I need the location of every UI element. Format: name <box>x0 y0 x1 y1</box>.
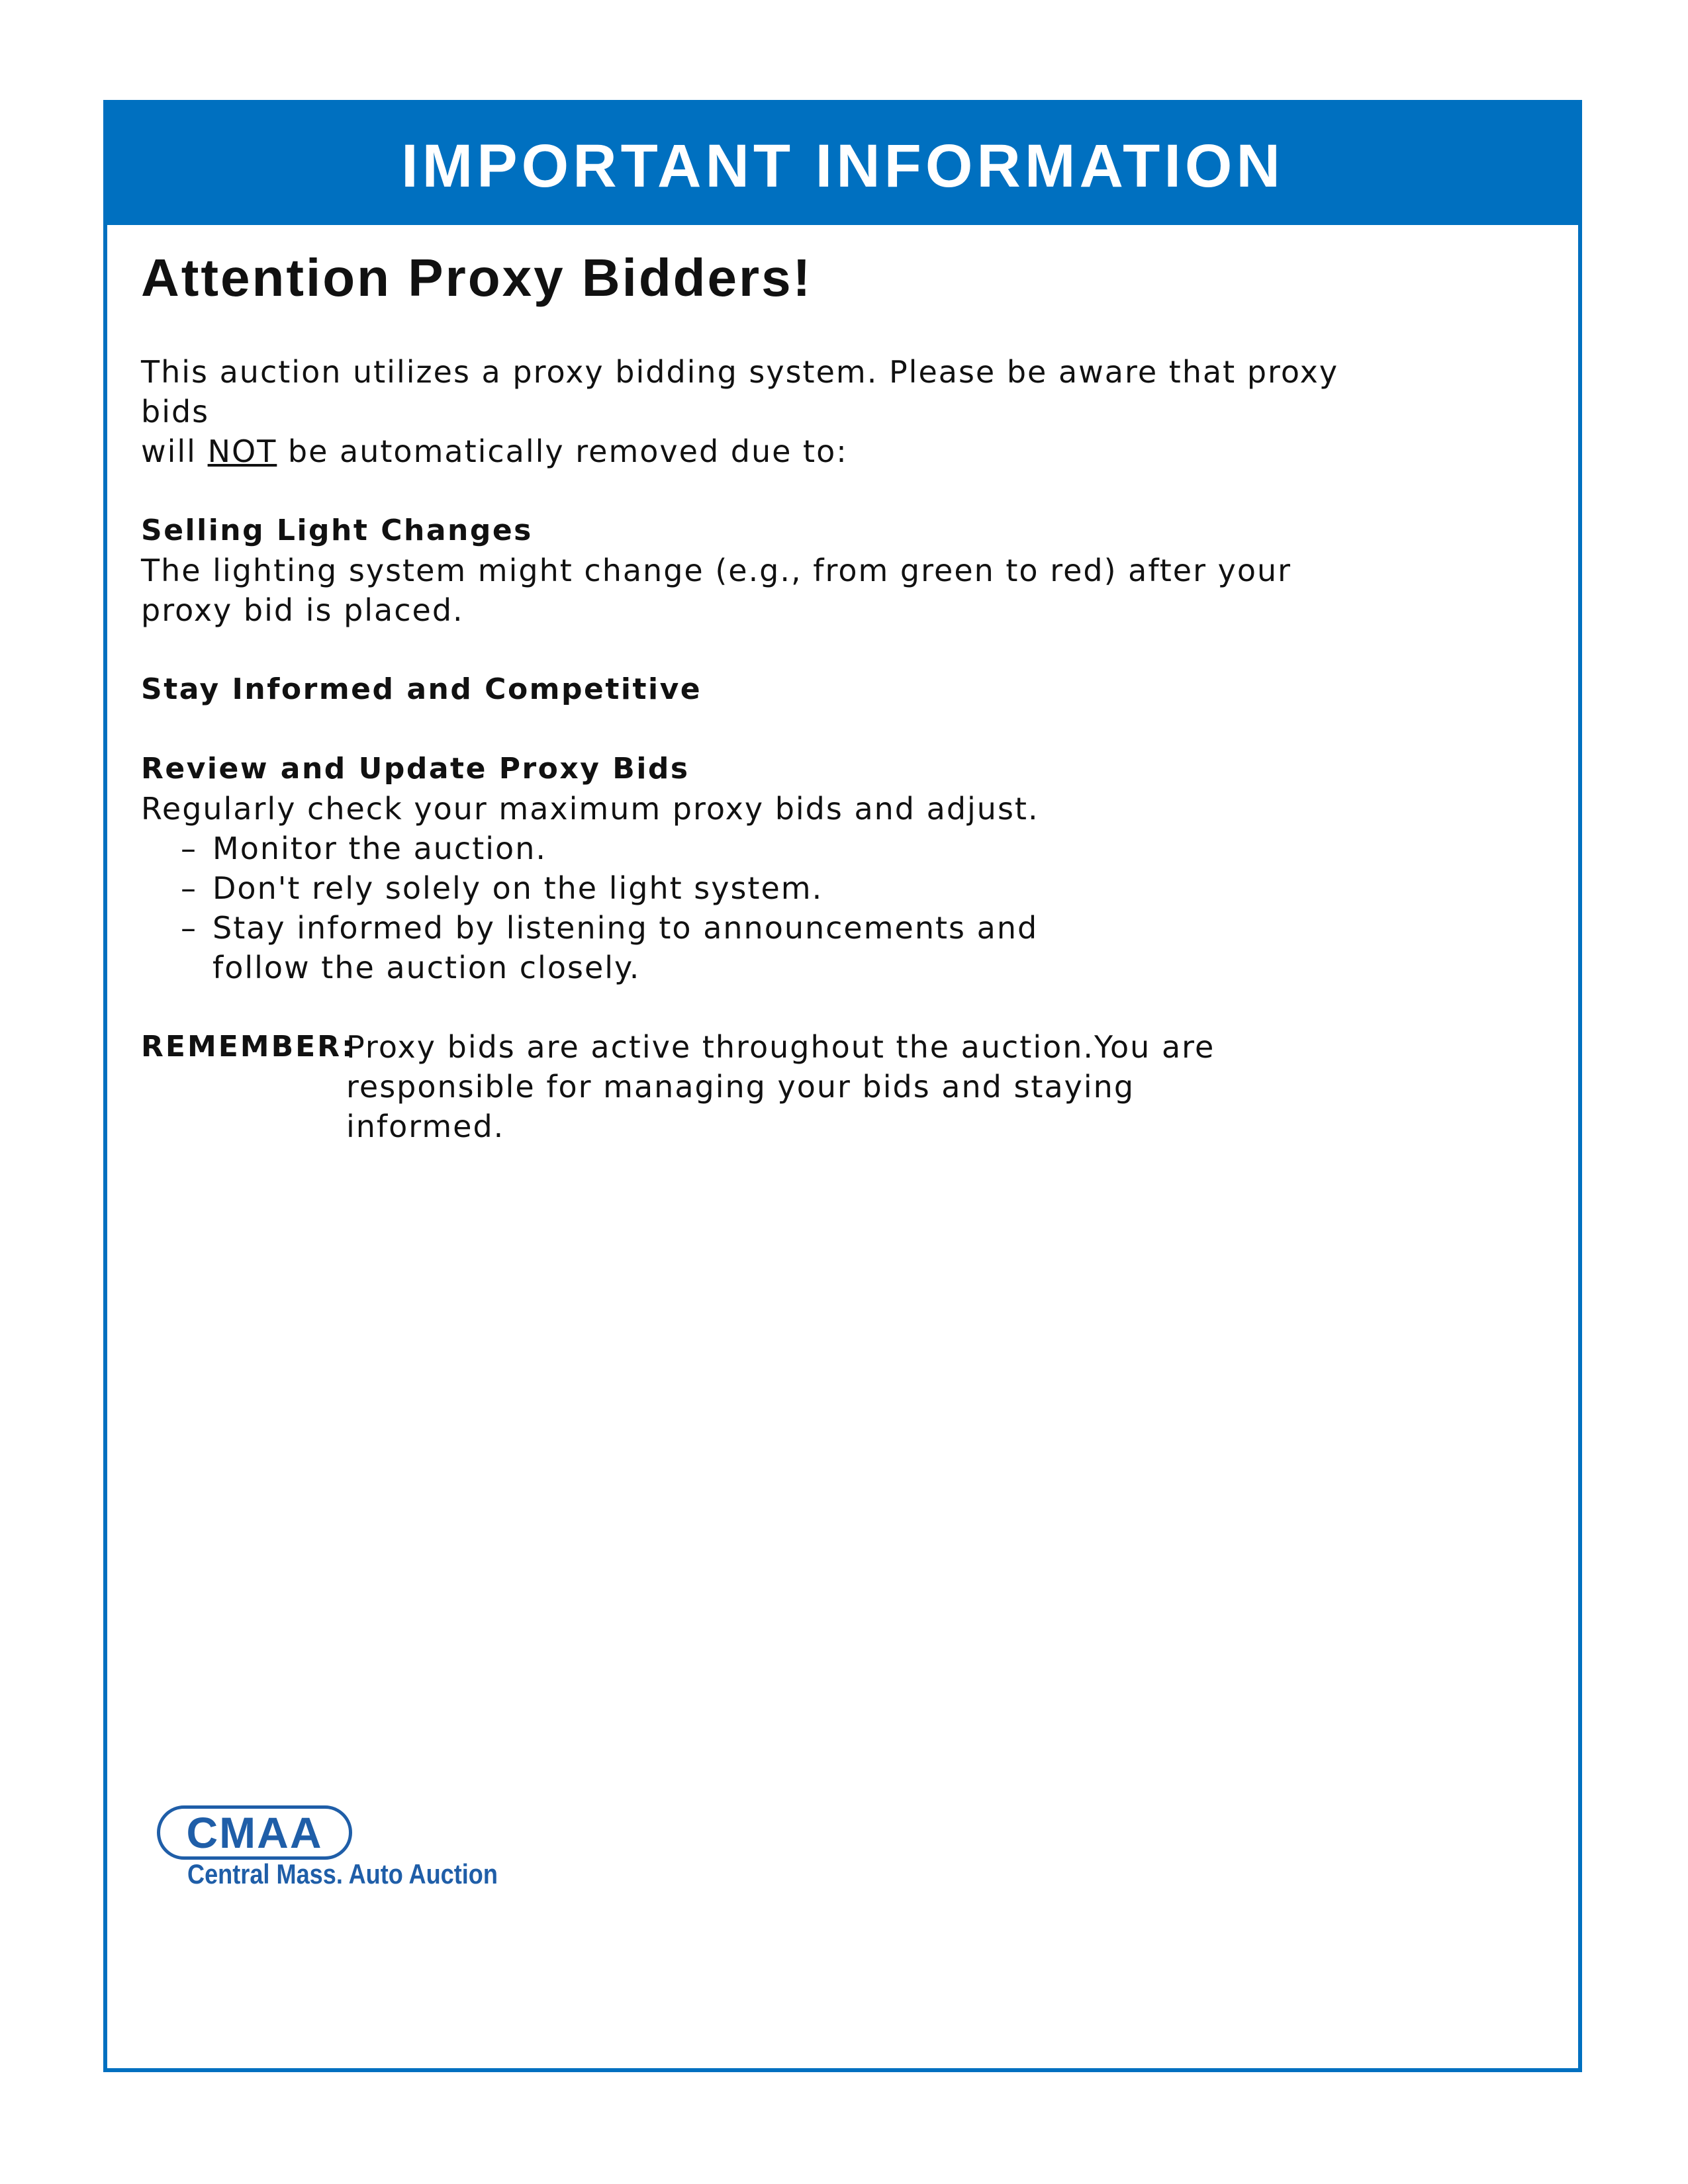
dash-icon: – <box>181 870 197 906</box>
dash-icon: – <box>181 831 197 866</box>
logo-company-name: Central Mass. Auto Auction <box>187 1858 498 1889</box>
review-bullet-list <box>141 829 1399 987</box>
intro-paragraph <box>141 352 1399 471</box>
section-selling-light-title: Selling Light Changes <box>141 514 533 547</box>
banner-title: IMPORTANT INFORMATION <box>401 132 1284 200</box>
logo-oval-badge <box>157 1805 352 1860</box>
list-item <box>181 908 1100 987</box>
remember-text: Proxy bids are active throughout the auction.You are responsible for managing your bids and staying informed. <box>346 1029 1215 1144</box>
list-item <box>181 868 1399 908</box>
section-stay-informed-title: Stay Informed and Competitive <box>141 672 702 706</box>
section-review-body: Regularly check your maximum proxy bids and adjust. <box>141 791 1039 827</box>
cmaa-logo <box>150 1805 561 1889</box>
page-title: Attention Proxy Bidders! <box>141 248 813 307</box>
list-item-text: Monitor the auction. <box>212 831 547 866</box>
notice-content <box>141 238 1399 1146</box>
remember-block <box>141 1027 1399 1146</box>
logo-acronym: CMAA <box>186 1808 323 1857</box>
list-item <box>181 829 1399 868</box>
list-item-text: Don't rely solely on the light system. <box>212 870 823 906</box>
intro-not-underlined: NOT <box>207 433 277 469</box>
remember-label: REMEMBER: <box>141 1030 355 1064</box>
intro-line-2-after: be automatically removed due to: <box>277 433 848 469</box>
section-selling-light-body: The lighting system might change (e.g., from green to red) after your proxy bid is placed. <box>141 553 1292 628</box>
intro-line-2-before: will <box>141 433 208 469</box>
header-banner <box>107 104 1578 225</box>
section-review-title: Review and Update Proxy Bids <box>141 752 690 786</box>
dash-icon: – <box>181 910 197 946</box>
intro-line-1: This auction utilizes a proxy bidding system. Please be aware that proxy bids <box>141 354 1339 430</box>
list-item-text: Stay informed by listening to announcements and follow the auction closely. <box>212 910 1039 985</box>
